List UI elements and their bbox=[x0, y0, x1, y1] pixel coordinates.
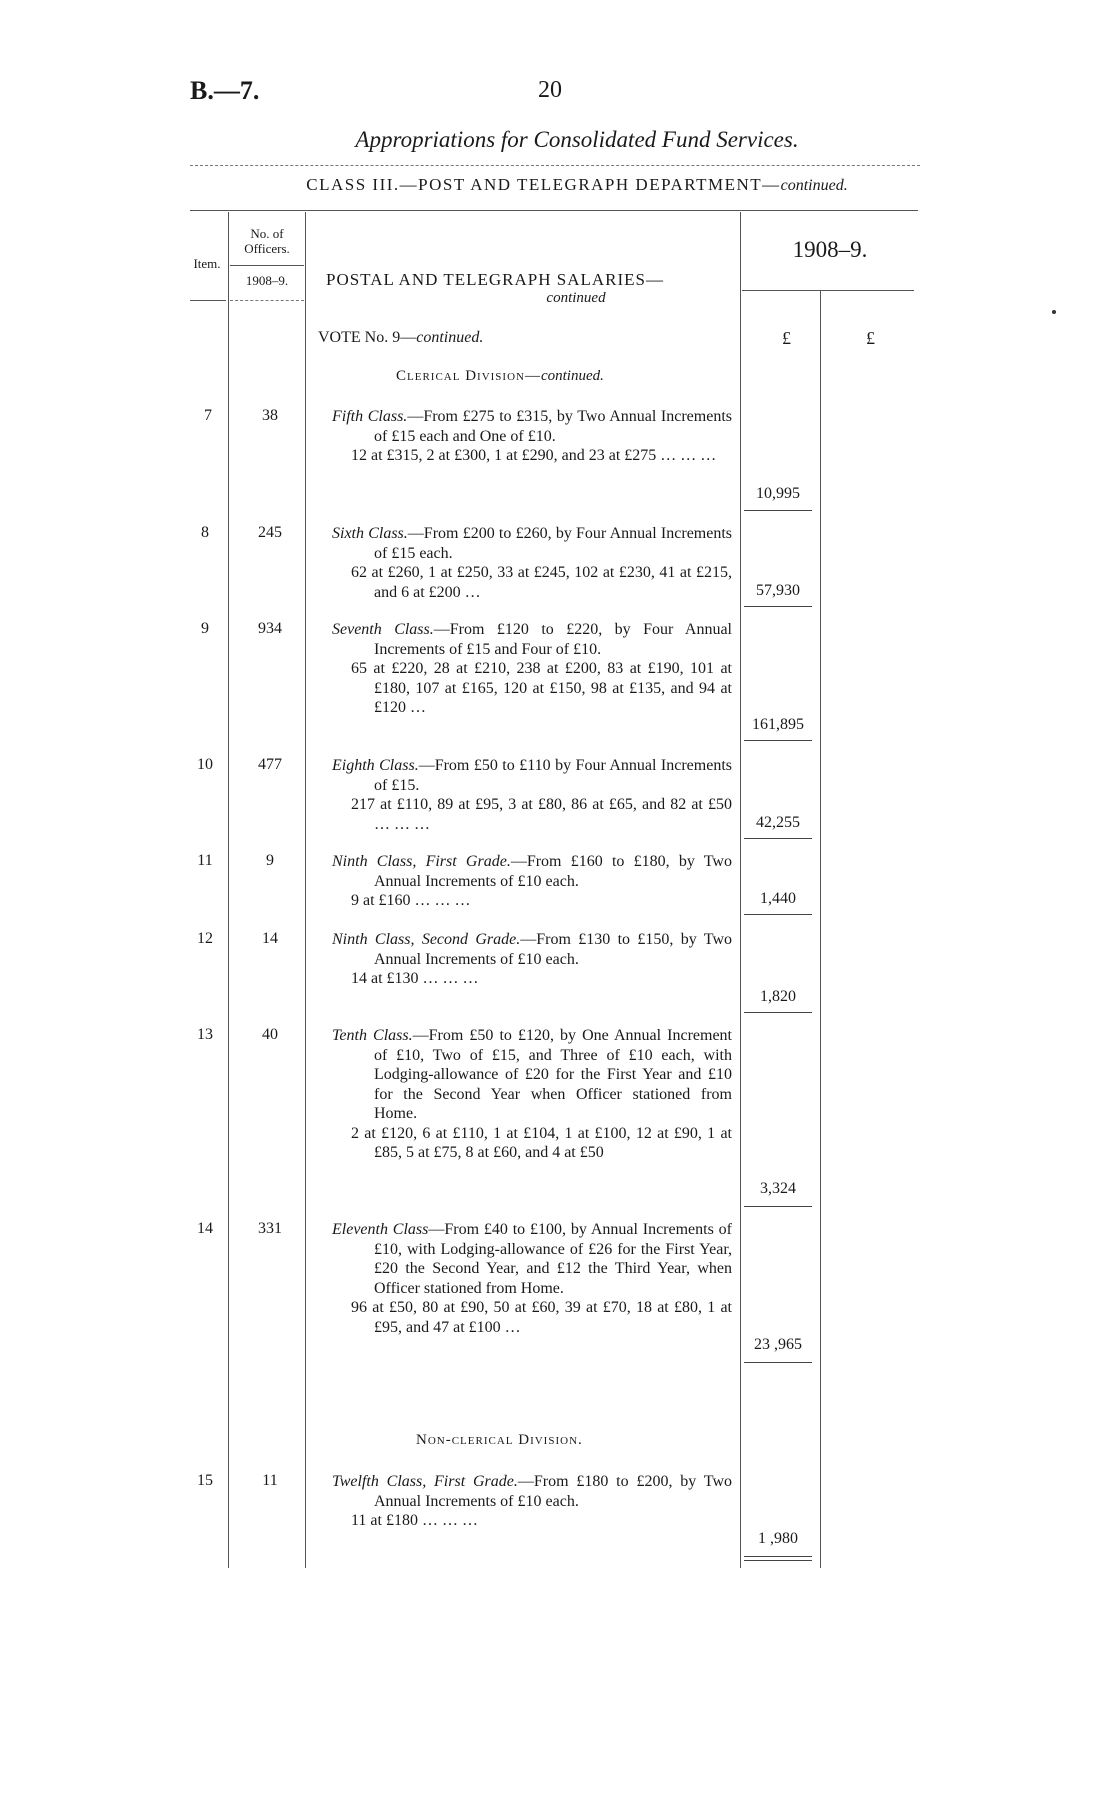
row-amount: 57,930 bbox=[756, 582, 800, 599]
row-description bbox=[332, 1472, 732, 1531]
row-officers: 934 bbox=[258, 620, 282, 637]
row-class-terms: —From £40 to £100, by Annual Increments of £10, with Lodging-allowance of £26 for the First Year, £20 the Second Year, and £12 the Third Year, when Officer stationed from Home. bbox=[374, 1221, 732, 1297]
row-detail: 12 at £315, 2 at £300, 1 at £290, and 23 at £275 … … … bbox=[351, 447, 717, 464]
officers-year-header: 1908–9. bbox=[245, 273, 289, 288]
officers-label-line-2: Officers. bbox=[244, 241, 290, 256]
amount-underline bbox=[744, 914, 812, 915]
row-class-terms: —From £180 to £200, by Two Annual Increments of £10 each. bbox=[374, 1473, 732, 1510]
row-item: 11 bbox=[197, 852, 213, 869]
vote-label-continued: continued. bbox=[416, 329, 484, 346]
row-description bbox=[332, 756, 732, 834]
row-detail: 96 at £50, 80 at £90, 50 at £60, 39 at £70, 18 at £80, 1 at £95, and 47 at £100 … bbox=[351, 1299, 732, 1336]
row-class-name: Ninth Class, Second Grade. bbox=[332, 931, 521, 948]
row-class-terms: —From £50 to £120, by One Annual Increment of £10, Two of £15, and Three of £10 each, with Lodging-allowance of £20 for the First Year and £10 for the Second Year when Officer stationed from Home. bbox=[374, 1027, 733, 1122]
row-description bbox=[332, 620, 732, 718]
non-clerical-division-heading: Non-clerical Division. bbox=[416, 1432, 583, 1448]
row-detail: 9 at £160 … … … bbox=[351, 892, 471, 909]
scan-speck bbox=[1052, 310, 1056, 314]
row-description bbox=[332, 1220, 732, 1337]
row-item: 7 bbox=[204, 407, 212, 424]
amount-underline bbox=[744, 510, 812, 511]
item-column-header: Item. bbox=[193, 256, 221, 271]
row-class-terms: —From £120 to £220, by Four Annual Increments of £15 and Four of £10. bbox=[374, 621, 732, 658]
amount-underline bbox=[744, 606, 812, 607]
row-officers: 38 bbox=[262, 407, 278, 424]
row-class-terms: —From £130 to £150, by Two Annual Increments of £10 each. bbox=[374, 931, 732, 968]
vote-label bbox=[318, 329, 483, 347]
amount-underline bbox=[744, 1012, 812, 1013]
row-description bbox=[332, 930, 732, 989]
clerical-heading-continued: continued. bbox=[540, 368, 604, 384]
amount-underline bbox=[744, 838, 812, 839]
row-item: 15 bbox=[197, 1472, 213, 1489]
row-amount: 23 ,965 bbox=[754, 1336, 802, 1353]
row-class-name: Seventh Class. bbox=[332, 621, 434, 638]
amount-underline bbox=[744, 1206, 812, 1207]
year-column-header: 1908–9. bbox=[792, 237, 868, 262]
clerical-division-heading bbox=[396, 368, 604, 385]
row-class-name: Eighth Class. bbox=[332, 757, 419, 774]
row-description bbox=[332, 524, 732, 602]
salaries-title-continued: continued bbox=[546, 290, 606, 306]
row-item: 14 bbox=[197, 1220, 213, 1237]
pound-column-2: £ bbox=[866, 328, 875, 348]
row-officers: 14 bbox=[262, 930, 278, 947]
row-officers: 40 bbox=[262, 1026, 278, 1043]
vote-label-text: VOTE No. 9— bbox=[318, 329, 417, 346]
row-officers: 245 bbox=[258, 524, 282, 541]
amount-underline bbox=[744, 1556, 812, 1557]
clerical-heading-text: Clerical Division— bbox=[396, 368, 541, 384]
amount-column-divider bbox=[820, 290, 821, 1568]
officers-label-line-1: No. of bbox=[250, 226, 284, 241]
officers-header-rule bbox=[230, 265, 304, 266]
row-amount: 42,255 bbox=[756, 814, 800, 831]
row-officers: 9 bbox=[266, 852, 274, 869]
row-item: 13 bbox=[197, 1026, 213, 1043]
pound-column-1: £ bbox=[782, 328, 791, 348]
title-rule bbox=[190, 165, 920, 166]
row-class-name: Sixth Class. bbox=[332, 525, 408, 542]
row-class-terms: —From £160 to £180, by Two Annual Increments of £10 each. bbox=[374, 853, 732, 890]
row-officers: 477 bbox=[258, 756, 282, 773]
item-header-rule bbox=[190, 300, 226, 301]
row-item: 9 bbox=[201, 620, 209, 637]
page-number: 20 bbox=[538, 77, 562, 103]
row-class-name: Eleventh Class bbox=[332, 1221, 429, 1238]
row-item: 8 bbox=[201, 524, 209, 541]
amount-double-underline bbox=[744, 1560, 812, 1561]
row-detail: 65 at £220, 28 at £210, 238 at £200, 83 at £190, 101 at £180, 107 at £165, 120 at £150, 98 at £135, and 94 at £120 … bbox=[351, 660, 732, 716]
row-detail: 62 at £260, 1 at £250, 33 at £245, 102 at £230, 41 at £215, and 6 at £200 … bbox=[351, 564, 732, 601]
row-class-name: Fifth Class. bbox=[332, 408, 408, 425]
officers-column-divider bbox=[305, 212, 306, 1568]
page-title: Appropriations for Consolidated Fund Services. bbox=[355, 127, 799, 152]
row-amount: 1 ,980 bbox=[758, 1530, 798, 1547]
officers-header-underline bbox=[230, 300, 304, 301]
row-class-name: Tenth Class. bbox=[332, 1027, 413, 1044]
description-column-divider bbox=[740, 212, 741, 1568]
row-description bbox=[332, 852, 732, 911]
row-amount: 3,324 bbox=[760, 1180, 796, 1197]
amount-underline bbox=[744, 740, 812, 741]
salaries-header bbox=[326, 270, 736, 307]
class-heading bbox=[0, 175, 1114, 195]
row-description bbox=[332, 1026, 732, 1163]
class-heading-suffix: continued. bbox=[780, 177, 848, 194]
row-officers: 11 bbox=[262, 1472, 278, 1489]
row-class-terms: —From £50 to £110 by Four Annual Increments of £15. bbox=[374, 757, 733, 794]
class-heading-text: CLASS III.—POST AND TELEGRAPH DEPARTMENT— bbox=[306, 175, 781, 194]
year-header-rule bbox=[742, 290, 914, 291]
officers-column-header bbox=[230, 226, 304, 256]
row-description bbox=[332, 407, 732, 466]
row-detail: 11 at £180 … … … bbox=[351, 1512, 478, 1529]
row-officers: 331 bbox=[258, 1220, 282, 1237]
row-amount: 10,995 bbox=[756, 485, 800, 502]
row-detail: 217 at £110, 89 at £95, 3 at £80, 86 at £65, and 82 at £50 … … … bbox=[351, 796, 732, 833]
row-detail: 14 at £130 … … … bbox=[351, 970, 479, 987]
row-amount: 1,440 bbox=[760, 890, 796, 907]
amount-underline bbox=[744, 1362, 812, 1363]
row-class-terms: —From £200 to £260, by Four Annual Increments of £15 each. bbox=[374, 525, 733, 562]
row-item: 10 bbox=[197, 756, 213, 773]
table-top-rule bbox=[190, 210, 918, 211]
row-class-name: Twelfth Class, First Grade. bbox=[332, 1473, 518, 1490]
row-class-terms: —From £275 to £315, by Two Annual Increments of £15 each and One of £10. bbox=[374, 408, 732, 445]
row-amount: 1,820 bbox=[760, 988, 796, 1005]
row-item: 12 bbox=[197, 930, 213, 947]
salaries-title: POSTAL AND TELEGRAPH SALARIES— bbox=[326, 270, 664, 289]
document-reference: B.—7. bbox=[190, 76, 260, 105]
row-class-name: Ninth Class, First Grade. bbox=[332, 853, 511, 870]
row-amount: 161,895 bbox=[752, 716, 804, 733]
row-detail: 2 at £120, 6 at £110, 1 at £104, 1 at £100, 12 at £90, 1 at £85, 5 at £75, 8 at £60, and 4 at £50 bbox=[351, 1124, 732, 1161]
